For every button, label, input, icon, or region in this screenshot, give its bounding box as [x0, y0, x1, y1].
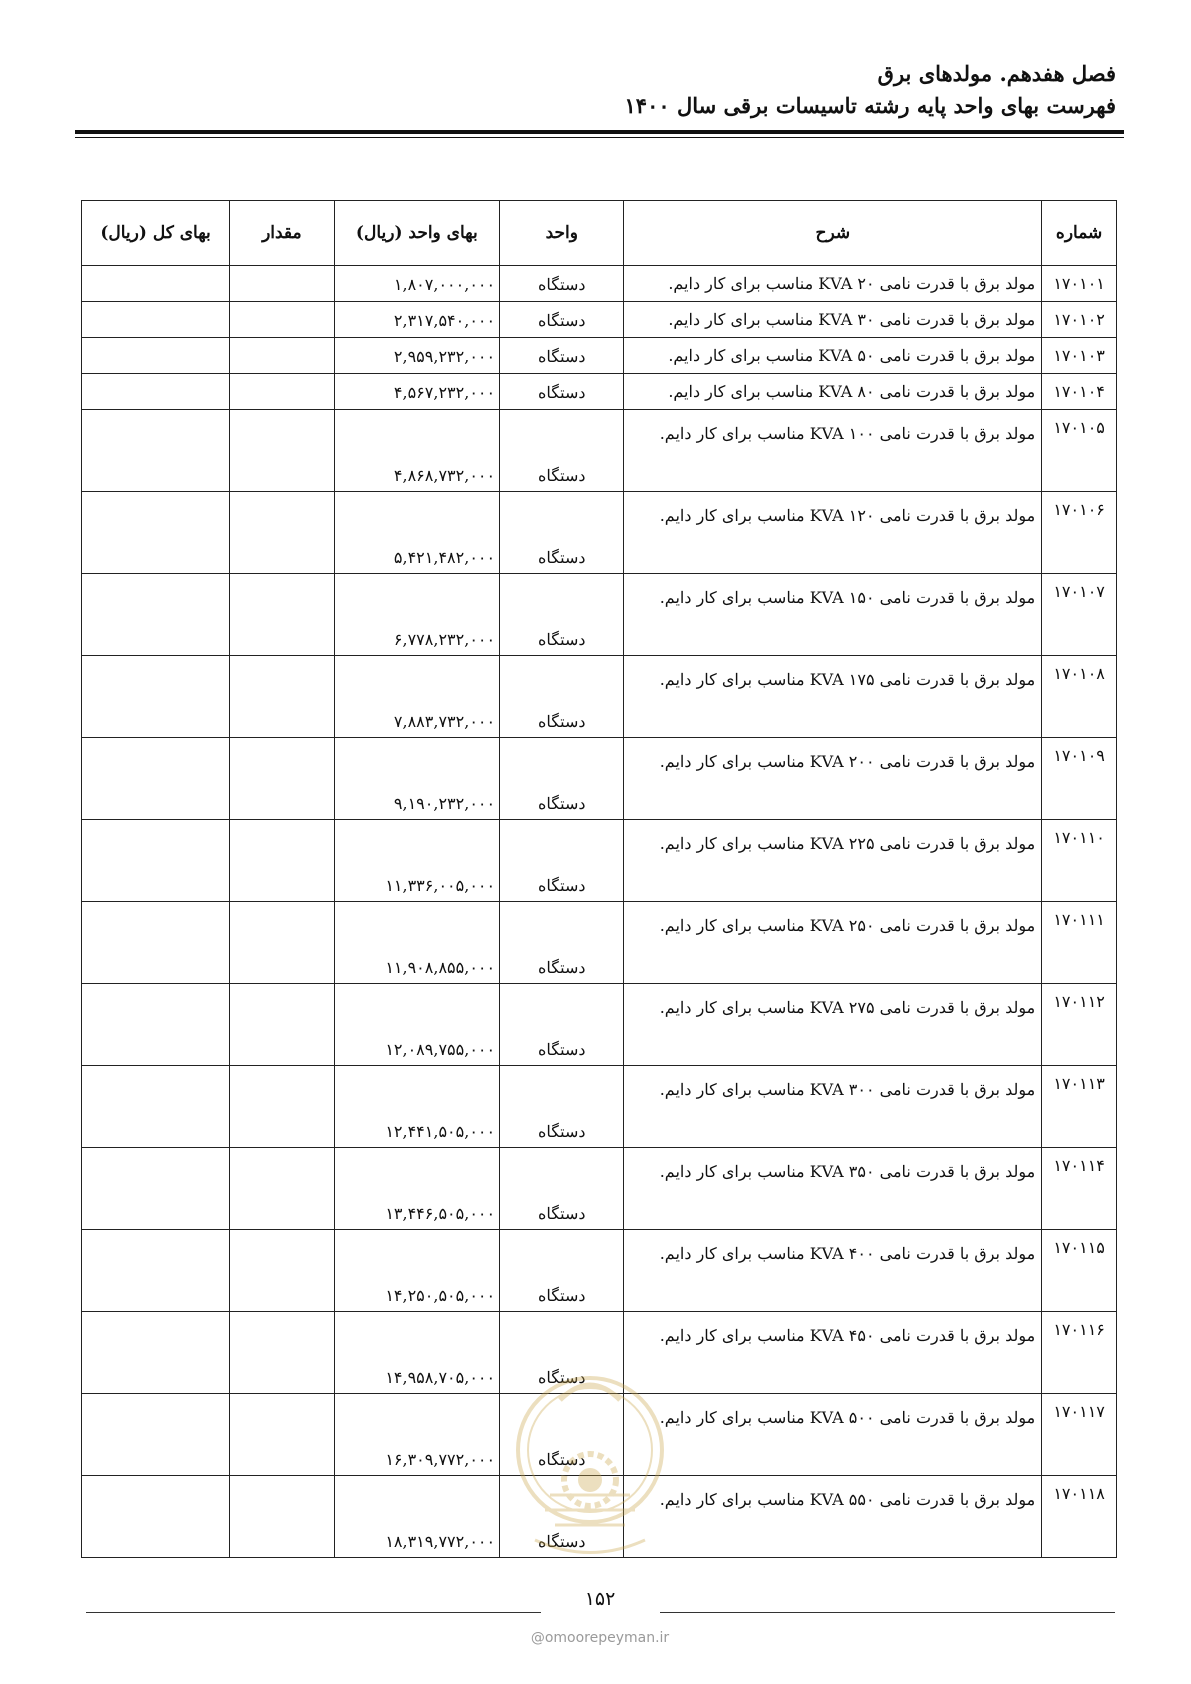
item-description: مولد برق با قدرت نامی ۳۰ KVA مناسب برای کار دایم. — [624, 302, 1042, 338]
item-description: مولد برق با قدرت نامی ۸۰ KVA مناسب برای کار دایم. — [624, 374, 1042, 410]
item-unit-price: ۱۲,۴۴۱,۵۰۵,۰۰۰ — [334, 1066, 500, 1148]
item-total-price[interactable] — [82, 656, 230, 738]
item-description: مولد برق با قدرت نامی ۴۰۰ KVA مناسب برای کار دایم. — [624, 1230, 1042, 1312]
item-unit-price: ۹,۱۹۰,۲۳۲,۰۰۰ — [334, 738, 500, 820]
document-subtitle: فهرست بهای واحد پایه رشته تاسیسات برقی سال ۱۴۰۰ — [624, 93, 1116, 118]
item-description: مولد برق با قدرت نامی ۱۵۰ KVA مناسب برای کار دایم. — [624, 574, 1042, 656]
item-number: ۱۷۰۱۱۸ — [1042, 1476, 1117, 1558]
item-quantity[interactable] — [230, 410, 334, 492]
item-number: ۱۷۰۱۱۲ — [1042, 984, 1117, 1066]
item-number: ۱۷۰۱۰۹ — [1042, 738, 1117, 820]
item-total-price[interactable] — [82, 738, 230, 820]
item-number: ۱۷۰۱۰۱ — [1042, 266, 1117, 302]
item-quantity[interactable] — [230, 1066, 334, 1148]
item-quantity[interactable] — [230, 302, 334, 338]
table-header-row — [82, 201, 1117, 266]
item-unit-price: ۱۸,۳۱۹,۷۷۲,۰۰۰ — [334, 1476, 500, 1558]
item-total-price[interactable] — [82, 492, 230, 574]
item-unit: دستگاه — [500, 1312, 624, 1394]
item-unit: دستگاه — [500, 1230, 624, 1312]
item-unit-price: ۱۱,۳۳۶,۰۰۵,۰۰۰ — [334, 820, 500, 902]
table-row — [82, 302, 1117, 338]
item-total-price[interactable] — [82, 984, 230, 1066]
item-unit: دستگاه — [500, 656, 624, 738]
item-unit: دستگاه — [500, 1476, 624, 1558]
item-description: مولد برق با قدرت نامی ۲۷۵ KVA مناسب برای کار دایم. — [624, 984, 1042, 1066]
item-unit-price: ۲,۹۵۹,۲۳۲,۰۰۰ — [334, 338, 500, 374]
item-unit-price: ۴,۸۶۸,۷۳۲,۰۰۰ — [334, 410, 500, 492]
item-quantity[interactable] — [230, 1476, 334, 1558]
item-unit: دستگاه — [500, 338, 624, 374]
item-quantity[interactable] — [230, 374, 334, 410]
header-unit: واحد — [500, 201, 624, 266]
item-unit: دستگاه — [500, 410, 624, 492]
item-description: مولد برق با قدرت نامی ۵۰۰ KVA مناسب برای کار دایم. — [624, 1394, 1042, 1476]
footer-rule-right — [660, 1612, 1115, 1613]
item-total-price[interactable] — [82, 1148, 230, 1230]
item-total-price[interactable] — [82, 1230, 230, 1312]
item-quantity[interactable] — [230, 656, 334, 738]
table-row — [82, 492, 1117, 574]
item-total-price[interactable] — [82, 266, 230, 302]
table-row — [82, 656, 1117, 738]
table-row — [82, 374, 1117, 410]
item-total-price[interactable] — [82, 374, 230, 410]
item-total-price[interactable] — [82, 902, 230, 984]
item-description: مولد برق با قدرت نامی ۲۵۰ KVA مناسب برای کار دایم. — [624, 902, 1042, 984]
item-unit-price: ۵,۴۲۱,۴۸۲,۰۰۰ — [334, 492, 500, 574]
item-number: ۱۷۰۱۰۵ — [1042, 410, 1117, 492]
page-number: ۱۵۲ — [584, 1588, 616, 1610]
table-row — [82, 1230, 1117, 1312]
item-quantity[interactable] — [230, 1230, 334, 1312]
item-unit: دستگاه — [500, 984, 624, 1066]
header-rule-thin — [75, 137, 1124, 138]
table-row — [82, 410, 1117, 492]
item-unit-price: ۱۶,۳۰۹,۷۷۲,۰۰۰ — [334, 1394, 500, 1476]
item-quantity[interactable] — [230, 820, 334, 902]
header-total-price: بهای کل (ریال) — [82, 201, 230, 266]
item-unit-price: ۱,۸۰۷,۰۰۰,۰۰۰ — [334, 266, 500, 302]
item-total-price[interactable] — [82, 1066, 230, 1148]
item-total-price[interactable] — [82, 574, 230, 656]
item-number: ۱۷۰۱۱۶ — [1042, 1312, 1117, 1394]
item-number: ۱۷۰۱۱۴ — [1042, 1148, 1117, 1230]
item-total-price[interactable] — [82, 1312, 230, 1394]
item-description: مولد برق با قدرت نامی ۳۵۰ KVA مناسب برای کار دایم. — [624, 1148, 1042, 1230]
table-row — [82, 984, 1117, 1066]
item-total-price[interactable] — [82, 302, 230, 338]
item-unit: دستگاه — [500, 492, 624, 574]
item-unit-price: ۱۴,۹۵۸,۷۰۵,۰۰۰ — [334, 1312, 500, 1394]
item-number: ۱۷۰۱۱۵ — [1042, 1230, 1117, 1312]
item-unit: دستگاه — [500, 1148, 624, 1230]
item-unit-price: ۲,۳۱۷,۵۴۰,۰۰۰ — [334, 302, 500, 338]
item-number: ۱۷۰۱۰۴ — [1042, 374, 1117, 410]
item-description: مولد برق با قدرت نامی ۵۵۰ KVA مناسب برای کار دایم. — [624, 1476, 1042, 1558]
item-quantity[interactable] — [230, 266, 334, 302]
table-row — [82, 338, 1117, 374]
item-description: مولد برق با قدرت نامی ۳۰۰ KVA مناسب برای کار دایم. — [624, 1066, 1042, 1148]
item-unit: دستگاه — [500, 374, 624, 410]
item-description: مولد برق با قدرت نامی ۵۰ KVA مناسب برای کار دایم. — [624, 338, 1042, 374]
item-unit-price: ۱۲,۰۸۹,۷۵۵,۰۰۰ — [334, 984, 500, 1066]
item-total-price[interactable] — [82, 1476, 230, 1558]
item-unit: دستگاه — [500, 738, 624, 820]
item-description: مولد برق با قدرت نامی ۲۰ KVA مناسب برای کار دایم. — [624, 266, 1042, 302]
item-number: ۱۷۰۱۱۷ — [1042, 1394, 1117, 1476]
table-row — [82, 1148, 1117, 1230]
header-rule-thick — [75, 130, 1124, 134]
item-number: ۱۷۰۱۰۶ — [1042, 492, 1117, 574]
item-unit-price: ۴,۵۶۷,۲۳۲,۰۰۰ — [334, 374, 500, 410]
item-unit-price: ۱۴,۲۵۰,۵۰۵,۰۰۰ — [334, 1230, 500, 1312]
item-unit: دستگاه — [500, 574, 624, 656]
table-row — [82, 574, 1117, 656]
item-quantity[interactable] — [230, 574, 334, 656]
page-header — [66, 58, 1116, 122]
table-row — [82, 820, 1117, 902]
item-quantity[interactable] — [230, 492, 334, 574]
table-row — [82, 266, 1117, 302]
item-quantity[interactable] — [230, 738, 334, 820]
item-total-price[interactable] — [82, 410, 230, 492]
chapter-title: فصل هفدهم. مولدهای برق — [877, 61, 1116, 86]
item-number: ۱۷۰۱۰۲ — [1042, 302, 1117, 338]
item-description: مولد برق با قدرت نامی ۱۰۰ KVA مناسب برای کار دایم. — [624, 410, 1042, 492]
website-link[interactable]: @omoorepeyman.ir — [530, 1630, 670, 1646]
table-row — [82, 902, 1117, 984]
item-number: ۱۷۰۱۱۱ — [1042, 902, 1117, 984]
item-number: ۱۷۰۱۱۳ — [1042, 1066, 1117, 1148]
item-unit-price: ۱۱,۹۰۸,۸۵۵,۰۰۰ — [334, 902, 500, 984]
table-row — [82, 1066, 1117, 1148]
item-unit-price: ۱۳,۴۴۶,۵۰۵,۰۰۰ — [334, 1148, 500, 1230]
watermark-logo-icon — [505, 1340, 675, 1570]
item-unit-price: ۷,۸۸۳,۷۳۲,۰۰۰ — [334, 656, 500, 738]
item-description: مولد برق با قدرت نامی ۴۵۰ KVA مناسب برای کار دایم. — [624, 1312, 1042, 1394]
item-quantity[interactable] — [230, 902, 334, 984]
item-unit: دستگاه — [500, 266, 624, 302]
item-quantity[interactable] — [230, 984, 334, 1066]
table-row — [82, 738, 1117, 820]
item-quantity[interactable] — [230, 1394, 334, 1476]
item-unit: دستگاه — [500, 902, 624, 984]
item-number: ۱۷۰۱۱۰ — [1042, 820, 1117, 902]
item-description: مولد برق با قدرت نامی ۲۲۵ KVA مناسب برای کار دایم. — [624, 820, 1042, 902]
item-number: ۱۷۰۱۰۷ — [1042, 574, 1117, 656]
item-description: مولد برق با قدرت نامی ۱۲۰ KVA مناسب برای کار دایم. — [624, 492, 1042, 574]
item-description: مولد برق با قدرت نامی ۲۰۰ KVA مناسب برای کار دایم. — [624, 738, 1042, 820]
item-total-price[interactable] — [82, 1394, 230, 1476]
item-quantity[interactable] — [230, 1312, 334, 1394]
item-unit: دستگاه — [500, 820, 624, 902]
item-quantity[interactable] — [230, 1148, 334, 1230]
header-number: شماره — [1042, 201, 1117, 266]
item-unit: دستگاه — [500, 1394, 624, 1476]
item-number: ۱۷۰۱۰۸ — [1042, 656, 1117, 738]
item-total-price[interactable] — [82, 338, 230, 374]
item-total-price[interactable] — [82, 820, 230, 902]
footer-rule-left — [86, 1612, 541, 1613]
item-unit-price: ۶,۷۷۸,۲۳۲,۰۰۰ — [334, 574, 500, 656]
header-quantity: مقدار — [230, 201, 334, 266]
item-description: مولد برق با قدرت نامی ۱۷۵ KVA مناسب برای کار دایم. — [624, 656, 1042, 738]
item-unit: دستگاه — [500, 1066, 624, 1148]
header-unit-price: بهای واحد (ریال) — [334, 201, 500, 266]
header-description: شرح — [624, 201, 1042, 266]
item-number: ۱۷۰۱۰۳ — [1042, 338, 1117, 374]
item-unit: دستگاه — [500, 302, 624, 338]
item-quantity[interactable] — [230, 338, 334, 374]
